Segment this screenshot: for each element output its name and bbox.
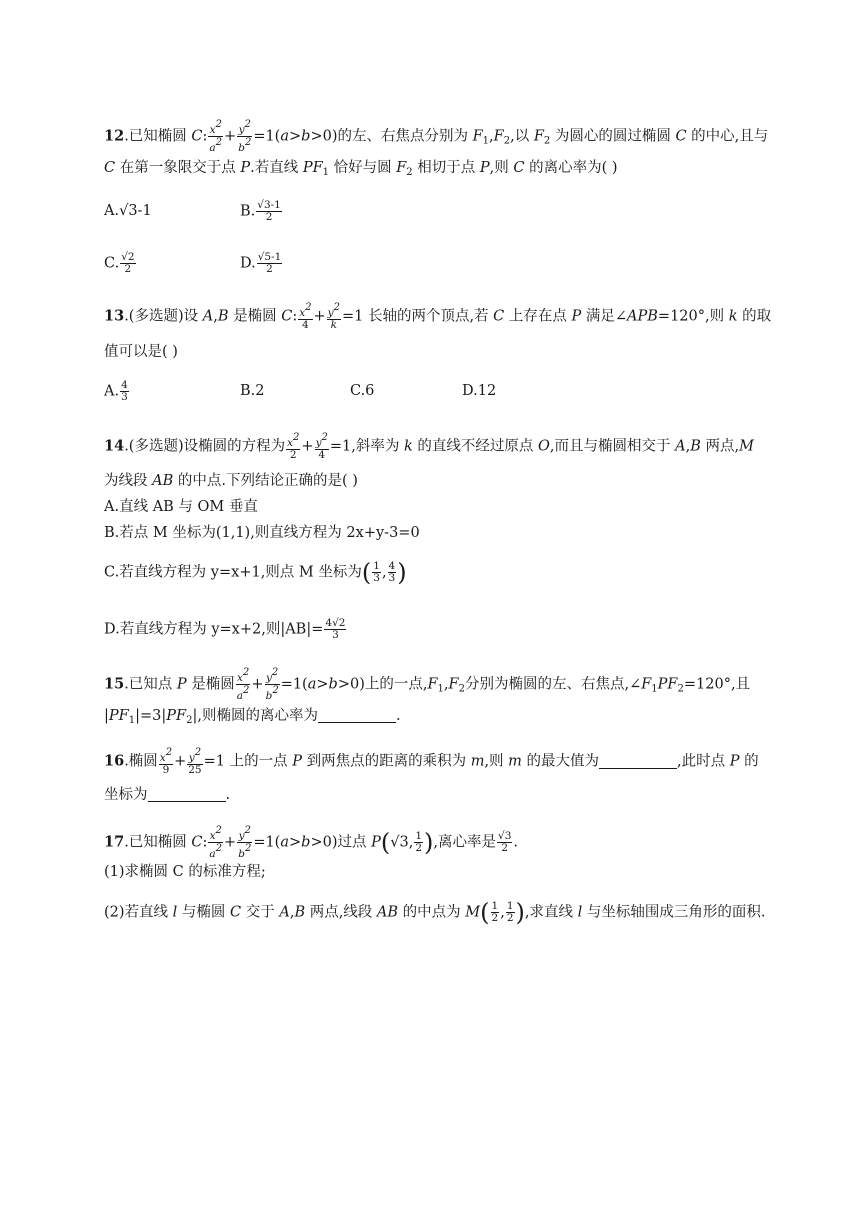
q12-option-a[interactable]: A.√3-1 — [104, 203, 152, 219]
q13-line-2: 值可以是( ) — [104, 344, 178, 360]
q13-option-a[interactable]: A. $\frac{4}{3}$ — [104, 379, 128, 403]
q14-option-a[interactable]: A.直线 AB 与 OM 垂直 — [104, 499, 258, 515]
q13-option-d[interactable]: D.12 — [462, 383, 497, 399]
q12-line-1: 12.已知椭圆 C: $\frac{x2}{a2}$ + $\frac{y2}{b2}$ =1(a>b>0)的左、右焦点分别为 $F_1,F_2$,以 $F_2$ 为圆心的圆过椭圆 C 的中心,且与 — [104, 119, 769, 154]
q12-number: 12 — [104, 127, 125, 145]
q14-option-c[interactable]: C.若直线方程为 y=x+1,则点 M 坐标为( $\frac{1}{3}$ , $\frac{4}{3}$ ) — [104, 558, 407, 587]
q17-line-1: 17.已知椭圆 C: $\frac{x2}{a2}$ + $\frac{y2}{b2}$ =1(a>b>0)过点 P(√3, $\frac{1}{2}$ ),离心率是 $\frac{√3}{2}$ . — [104, 825, 518, 860]
q14-option-b[interactable]: B.若点 M 坐标为(1,1),则直线方程为 2x+y-3=0 — [104, 525, 420, 541]
q12-line-2: C 在第一象限交于点 P.若直线 $PF_1$ 恰好与圆 $F_2$ 相切于点 P,则 C 的离心率为( ) — [104, 160, 618, 178]
q15-line-2: $|PF_1|=3|PF_2|$,则椭圆的离心率为 . — [104, 708, 401, 726]
q17-part-2: (2)若直线 l 与椭圆 C 交于 A,B 两点,线段 AB 的中点为 M( $\frac{1}{2}$ , $\frac{1}{2}$ ),求直线 l 与坐标轴围成三角形的面积. — [104, 898, 766, 927]
q12-option-d[interactable]: D. $\frac{√5-1}{2}$ — [240, 251, 282, 275]
fraction-y2-b2: $\frac{y2}{b2}$ — [238, 119, 252, 154]
q12-option-b[interactable]: B. $\frac{√3-1}{2}$ — [240, 199, 281, 223]
fraction-x2-a2: $\frac{x2}{a2}$ — [209, 119, 223, 154]
q15-line-1: 15.已知点 P 是椭圆 $\frac{x2}{a2}$ + $\frac{y2}{b2}$ =1(a>b>0)上的一点$,F_1,F_2$分别为椭圆的左、右焦点$,\angle F_1PF_2=120^\circ$,且 — [104, 667, 751, 702]
q15-number: 15 — [104, 675, 125, 693]
q16-line-2: 坐标为 . — [104, 787, 231, 803]
answer-blank[interactable] — [148, 787, 226, 802]
q17-part-1: (1)求椭圆 C 的标准方程; — [104, 864, 266, 880]
q16-number: 16 — [104, 752, 125, 770]
q14-option-d[interactable]: D.若直线方程为 y=x+2,则|AB|= $\frac{4√2}{3}$ — [104, 617, 346, 641]
answer-blank[interactable] — [599, 754, 677, 769]
q14-line-1: 14.(多选题)设椭圆的方程为 $\frac{x2}{2}$ + $\frac{y2}{4}$ =1,斜率为 k 的直线不经过原点 O,而且与椭圆相交于 A,B 两点,M — [104, 432, 754, 461]
q14-number: 14 — [104, 437, 125, 455]
q13-number: 13 — [104, 307, 125, 325]
q13-line-1: 13.(多选题)设 A,B 是椭圆 C: $\frac{x2}{4}$ + $\frac{y2}{k}$ =1 长轴的两个顶点,若 C 上存在点 P 满足∠APB=120°,则 k 的取 — [104, 302, 772, 331]
answer-blank[interactable] — [318, 708, 396, 723]
q13-option-c[interactable]: C.6 — [350, 383, 375, 399]
q13-option-b[interactable]: B.2 — [240, 383, 265, 399]
q17-number: 17 — [104, 833, 125, 851]
q14-line-2: 为线段 AB 的中点.下列结论正确的是( ) — [104, 473, 358, 489]
q16-line-1: 16.椭圆 $\frac{x2}{9}$ + $\frac{y2}{25}$ =1 上的一点 P 到两焦点的距离的乘积为 m,则 m 的最大值为 ,此时点 P 的 — [104, 747, 759, 776]
q12-option-c[interactable]: C. $\frac{√2}{2}$ — [104, 251, 135, 275]
